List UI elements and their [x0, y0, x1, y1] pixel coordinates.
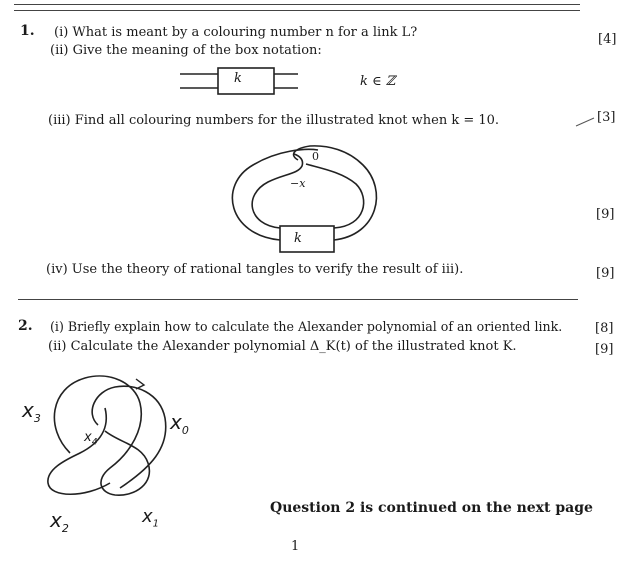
q2-part-ii: (ii) Calculate the Alexander polynomial Δ_K(t) of the illustrated knot K. [48, 339, 517, 354]
q2-knot-figure [40, 373, 170, 513]
q1-part-ii: (ii) Give the meaning of the box notation: [50, 43, 322, 58]
page-number: 1 [291, 539, 300, 554]
q1-part-iii: (iii) Find all colouring numbers for the illustrated knot when k = 10. [48, 113, 500, 128]
q1-part-iv-marks: [9] [596, 266, 615, 281]
top-rule-1 [14, 4, 580, 5]
q2-number: 2. [18, 318, 33, 334]
q2-part-i: (i) Briefly explain how to calculate the Alexander polynomial of an oriented link. [50, 319, 563, 334]
q1-part-iii-marks: [3] [597, 110, 616, 125]
k-in-integers: k ∈ ℤ [360, 74, 396, 89]
label-x2: $x_2$ [50, 508, 69, 535]
q1-knot-marks: [9] [596, 207, 615, 222]
pencil-tick-mark [574, 116, 598, 128]
q1-part-i: (i) What is meant by a colouring number n for a link L? [54, 25, 418, 40]
q2-part-ii-marks: [9] [595, 342, 614, 357]
section-divider [18, 299, 578, 300]
label-x3: $x_3$ [22, 398, 41, 425]
top-rule-2 [14, 10, 580, 11]
continued-note: Question 2 is continued on the next page [270, 500, 593, 516]
box-label: k [234, 71, 242, 86]
q1-part-iv: (iv) Use the theory of rational tangles to verify the result of iii). [46, 262, 464, 277]
q1-part-i-marks: [4] [598, 32, 617, 47]
knot-label-zero: 0 [312, 150, 319, 163]
box-notation-figure [180, 66, 320, 96]
label-x1: $x_1$ [142, 506, 160, 530]
knot-label-minus-x: −x [290, 177, 306, 190]
label-x0: $x_0$ [170, 410, 189, 437]
label-x4: $x_4$ [84, 430, 98, 448]
q1-number: 1. [20, 23, 35, 39]
q2-part-i-marks: [8] [595, 321, 614, 336]
knot-box-label: k [294, 231, 302, 246]
q1-knot-figure [218, 140, 388, 260]
